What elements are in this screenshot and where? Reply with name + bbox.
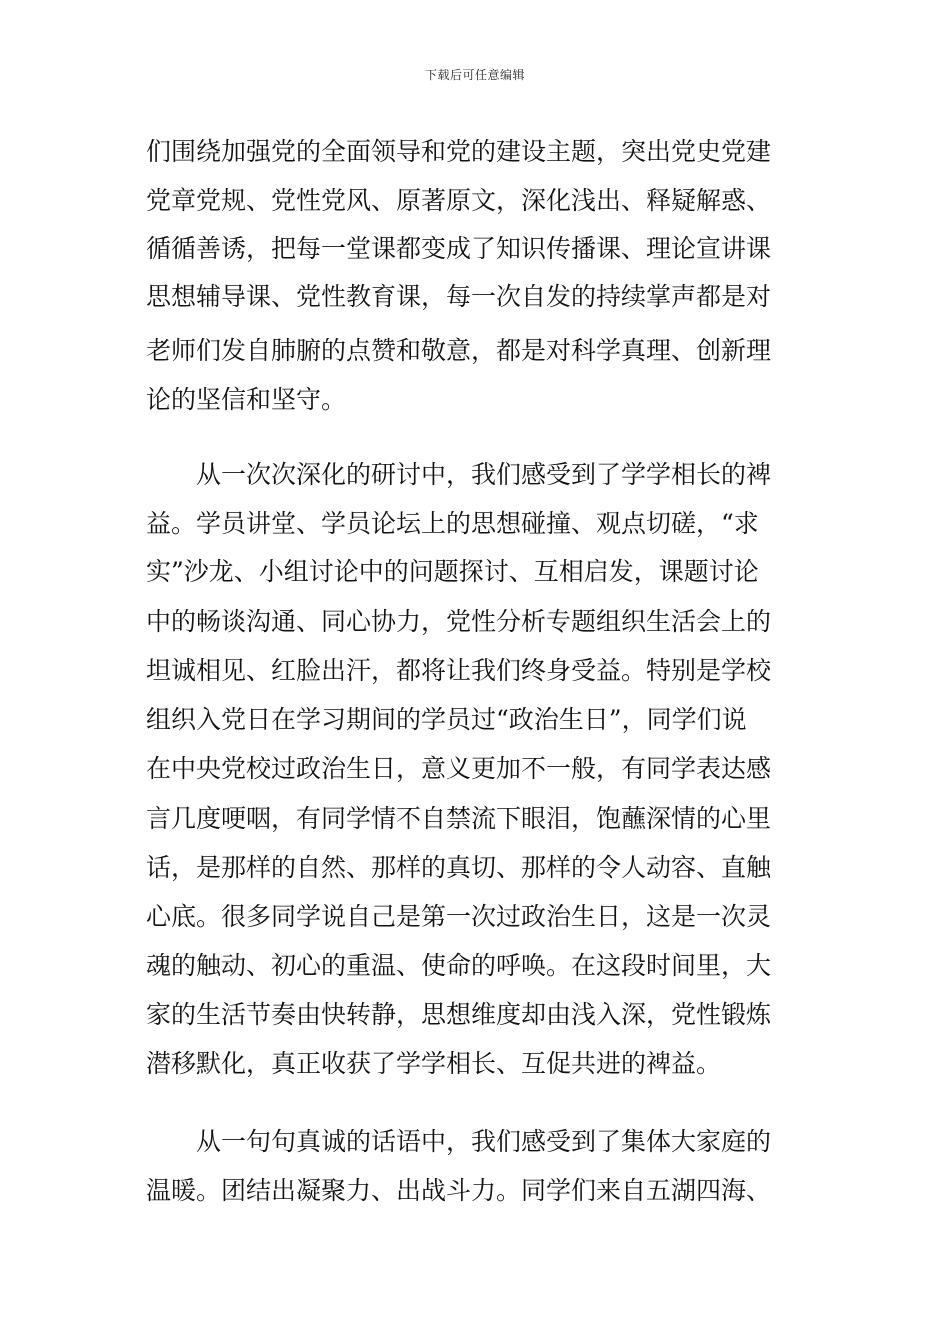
text-line: 老师们发自肺腑的点赞和敬意，都是对科学真理、创新理 <box>146 336 772 365</box>
text-line: 论的坚信和坚守。 <box>146 385 347 414</box>
text-line: 益。学员讲堂、学员论坛上的思想碰撞、观点切磋，“求 <box>146 509 759 538</box>
text-line: 潜移默化，真正收获了学学相长、互促共进的裨益。 <box>146 1049 722 1078</box>
paragraph-first-line: 从一句句真诚的话语中，我们感受到了集体大家庭的 <box>196 1127 772 1156</box>
text-line: 们围绕加强党的全面领导和党的建设主题，突出党史党建 <box>146 137 772 166</box>
text-line: 言几度哽咽，有同学情不自禁流下眼泪，饱蘸深情的心里 <box>146 804 772 833</box>
text-line: 党章党规、党性党风、原著原文，深化浅出、释疑解惑、 <box>146 186 772 215</box>
paragraph-first-line: 从一次次深化的研讨中，我们感受到了学学相长的裨 <box>196 460 772 489</box>
text-line: 思想辅导课、党性教育课，每一次自发的持续掌声都是对 <box>146 282 772 311</box>
text-line: 实”沙龙、小组讨论中的问题探讨、互相启发，课题讨论 <box>146 557 759 586</box>
text-line: 话，是那样的自然、那样的真切、那样的令人动容、直触 <box>146 853 772 882</box>
text-line: 坦诚相见、红脸出汗，都将让我们终身受益。特别是学校 <box>146 656 772 685</box>
text-line: 组织入党日在学习期间的学员过“政治生日”，同学们说 <box>146 705 747 734</box>
text-line: 心底。很多同学说自己是第一次过政治生日，这是一次灵 <box>146 902 772 931</box>
text-line: 魂的触动、初心的重温、使命的呼唤。在这段时间里，大 <box>146 951 772 980</box>
text-line: 在中央党校过政治生日，意义更加不一般，有同学表达感 <box>146 754 772 783</box>
text-line: 温暖。团结出凝聚力、出战斗力。同学们来自五湖四海、 <box>146 1176 772 1205</box>
page-header: 下载后可任意编辑 <box>424 68 525 82</box>
text-line: 中的畅谈沟通、同心协力，党性分析专题组织生活会上的 <box>146 607 772 636</box>
text-line: 循循善诱，把每一堂课都变成了知识传播课、理论宣讲课 <box>146 234 772 263</box>
text-line: 家的生活节奏由快转静，思想维度却由浅入深，党性锻炼 <box>146 1000 772 1029</box>
